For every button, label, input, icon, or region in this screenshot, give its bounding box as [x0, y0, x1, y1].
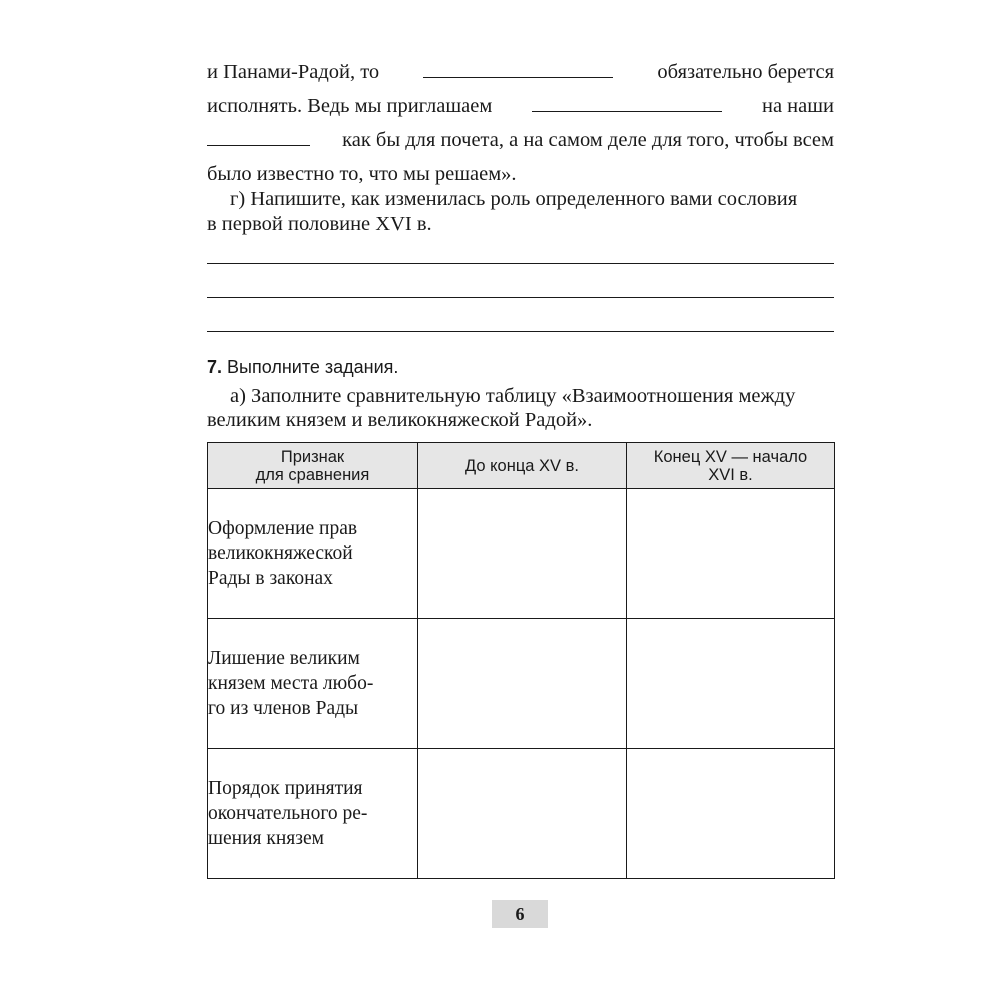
- task-7-heading: [207, 355, 398, 379]
- row-label: [208, 489, 418, 619]
- item-g-text-cont: в первой половине XVI в.: [207, 213, 432, 235]
- table-row: [208, 489, 835, 619]
- task-number: 7.: [207, 357, 223, 377]
- header-line: Конец XV — начало: [653, 447, 808, 466]
- header-criterion: [208, 443, 418, 489]
- answer-cell[interactable]: [418, 749, 627, 879]
- fill-blank[interactable]: [532, 95, 722, 112]
- answer-line[interactable]: [207, 297, 834, 298]
- row-label: [208, 749, 418, 879]
- row-label-line: го из членов Рады: [208, 698, 359, 719]
- row-label-line: князем места любо-: [208, 673, 374, 694]
- item-g-text: г) Напишите, как изменилась роль определенного вами сословия: [230, 188, 798, 210]
- answer-cell[interactable]: [627, 489, 835, 619]
- answer-cell[interactable]: [418, 489, 627, 619]
- text-fragment: как бы для почета, а на самом деле для того, чтобы всем: [342, 129, 834, 151]
- text-fragment: и Панами-Радой, то: [207, 61, 380, 83]
- row-label-line: Оформление прав: [208, 518, 358, 539]
- text-fragment: на наши: [761, 95, 834, 117]
- text-fragment: обязательно берется: [657, 61, 834, 83]
- row-label-line: Порядок принятия: [208, 778, 363, 799]
- row-label-line: Лишение великим: [208, 648, 360, 669]
- row-label-line: шения князем: [208, 828, 324, 849]
- text-line-4: было известно то, что мы решаем».: [207, 163, 517, 185]
- answer-cell[interactable]: [627, 749, 835, 879]
- answer-line[interactable]: [207, 263, 834, 264]
- answer-line[interactable]: [207, 331, 834, 332]
- answer-cell[interactable]: [418, 619, 627, 749]
- fill-blank[interactable]: [423, 61, 613, 78]
- table-row: [208, 749, 835, 879]
- header-before-xv: [418, 443, 627, 489]
- task-title: Выполните задания.: [227, 357, 399, 377]
- item-a-text: а) Заполните сравнительную таблицу «Взаимоотношения между: [230, 385, 796, 407]
- table-header-row: [208, 443, 835, 489]
- text-fragment: исполнять. Ведь мы приглашаем: [207, 95, 493, 117]
- header-xv-xvi: [627, 443, 835, 489]
- row-label-line: Рады в законах: [208, 568, 333, 589]
- header-line: для сравнения: [255, 465, 370, 484]
- fill-blank[interactable]: [207, 129, 310, 146]
- answer-cell[interactable]: [627, 619, 835, 749]
- row-label: [208, 619, 418, 749]
- row-label-line: окончательного ре-: [208, 803, 368, 824]
- text-line-3: [207, 128, 834, 152]
- table-row: [208, 619, 835, 749]
- text-line-2: [207, 94, 834, 118]
- header-line: XVI в.: [708, 465, 753, 484]
- text-line-1: [207, 60, 834, 84]
- item-a-text-cont: великим князем и великокняжеской Радой».: [207, 409, 593, 431]
- comparison-table: [207, 442, 835, 879]
- header-line: До конца XV в.: [465, 456, 579, 475]
- row-label-line: великокняжеской: [208, 543, 353, 564]
- header-line: Признак: [280, 447, 345, 466]
- page-number: 6: [492, 900, 548, 928]
